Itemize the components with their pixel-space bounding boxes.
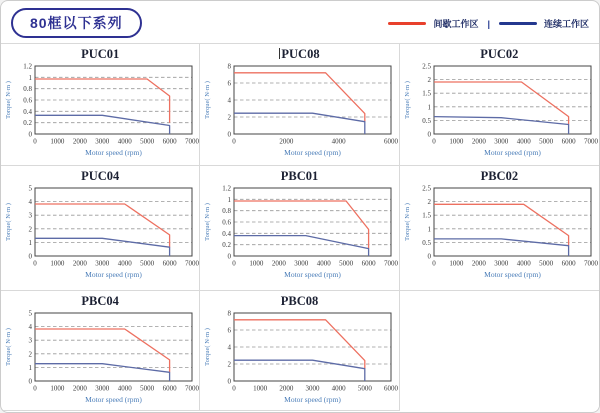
chart-plot-puc02 bbox=[401, 62, 598, 164]
svg-text:0.4: 0.4 bbox=[222, 229, 231, 238]
svg-text:7000: 7000 bbox=[383, 259, 398, 268]
svg-text:2000: 2000 bbox=[72, 384, 87, 393]
svg-text:1.2: 1.2 bbox=[22, 62, 32, 71]
svg-text:Torque( N·m ): Torque( N·m ) bbox=[203, 81, 211, 119]
svg-text:2: 2 bbox=[427, 198, 431, 207]
svg-text:2000: 2000 bbox=[471, 137, 486, 146]
svg-text:0.8: 0.8 bbox=[222, 207, 231, 216]
svg-text:2000: 2000 bbox=[72, 137, 87, 146]
svg-text:7000: 7000 bbox=[583, 259, 598, 268]
chart-grid bbox=[1, 43, 599, 411]
svg-text:5000: 5000 bbox=[538, 259, 553, 268]
svg-text:Motor speed (rpm): Motor speed (rpm) bbox=[483, 148, 541, 157]
svg-text:Torque( N·m ): Torque( N·m ) bbox=[403, 203, 411, 241]
svg-text:3000: 3000 bbox=[94, 259, 109, 268]
svg-text:4000: 4000 bbox=[117, 259, 132, 268]
svg-text:0: 0 bbox=[427, 130, 431, 139]
svg-text:2000: 2000 bbox=[279, 384, 294, 393]
svg-text:0.6: 0.6 bbox=[222, 218, 231, 227]
svg-text:1000: 1000 bbox=[50, 137, 65, 146]
svg-text:1000: 1000 bbox=[50, 384, 65, 393]
svg-text:8: 8 bbox=[227, 62, 231, 71]
svg-text:1: 1 bbox=[28, 238, 32, 247]
continuous-zone-label: 连续工作区 bbox=[543, 19, 589, 29]
chart-title: PBC02 bbox=[480, 169, 519, 183]
svg-text:2: 2 bbox=[28, 350, 32, 359]
svg-text:0: 0 bbox=[32, 259, 37, 268]
svg-text:4: 4 bbox=[28, 323, 32, 332]
svg-text:2: 2 bbox=[28, 225, 32, 234]
chart-title: PUC08 bbox=[281, 47, 320, 61]
svg-text:6000: 6000 bbox=[561, 259, 576, 268]
intermittent-zone-label: 间歇工作区 bbox=[433, 19, 479, 29]
chart-plot-puc04 bbox=[2, 184, 199, 286]
chart-title: PUC02 bbox=[480, 47, 519, 61]
chart-plot-pbc02 bbox=[401, 184, 598, 286]
chart-cell-puc01 bbox=[1, 44, 200, 166]
svg-text:2000: 2000 bbox=[471, 259, 486, 268]
svg-text:3: 3 bbox=[28, 336, 32, 345]
svg-text:4000: 4000 bbox=[117, 137, 132, 146]
svg-text:4: 4 bbox=[227, 343, 231, 352]
svg-text:7000: 7000 bbox=[583, 137, 598, 146]
svg-text:3000: 3000 bbox=[494, 137, 509, 146]
svg-text:Motor speed (rpm): Motor speed (rpm) bbox=[84, 148, 142, 157]
svg-text:Motor speed (rpm): Motor speed (rpm) bbox=[284, 270, 341, 279]
chart-plot-pbc08 bbox=[201, 309, 398, 411]
svg-text:0: 0 bbox=[232, 137, 236, 146]
chart-title: PBC01 bbox=[280, 169, 319, 183]
svg-text:1000: 1000 bbox=[253, 384, 268, 393]
legend-separator: | bbox=[487, 18, 490, 29]
chart-plot-pbc01 bbox=[201, 184, 398, 286]
chart-title: PBC08 bbox=[280, 294, 319, 308]
svg-text:6: 6 bbox=[227, 326, 231, 335]
svg-text:0.5: 0.5 bbox=[422, 116, 431, 125]
chart-plot-pbc04 bbox=[2, 309, 199, 411]
svg-text:3000: 3000 bbox=[94, 384, 109, 393]
svg-text:0.8: 0.8 bbox=[22, 85, 32, 94]
svg-text:2: 2 bbox=[227, 113, 231, 122]
svg-text:1.2: 1.2 bbox=[222, 184, 231, 193]
chart-title: PUC01 bbox=[81, 47, 120, 61]
svg-text:Torque( N·m ): Torque( N·m ) bbox=[4, 328, 12, 366]
svg-text:4000: 4000 bbox=[316, 259, 331, 268]
svg-text:1000: 1000 bbox=[449, 259, 464, 268]
svg-text:0: 0 bbox=[232, 259, 236, 268]
continuous-zone-swatch bbox=[499, 22, 537, 25]
chart-cell-pbc01 bbox=[200, 166, 399, 291]
svg-text:2: 2 bbox=[227, 360, 231, 369]
svg-text:2: 2 bbox=[427, 76, 431, 85]
svg-text:Motor speed (rpm): Motor speed (rpm) bbox=[284, 395, 341, 404]
svg-text:1000: 1000 bbox=[50, 259, 65, 268]
svg-text:Motor speed (rpm): Motor speed (rpm) bbox=[483, 270, 541, 279]
svg-text:Torque( N·m ): Torque( N·m ) bbox=[203, 203, 211, 241]
svg-text:6000: 6000 bbox=[383, 137, 398, 146]
svg-text:2.5: 2.5 bbox=[422, 184, 431, 193]
svg-text:1000: 1000 bbox=[449, 137, 464, 146]
series-badge: 80框以下系列 bbox=[11, 8, 142, 38]
svg-text:5000: 5000 bbox=[339, 259, 354, 268]
svg-text:5: 5 bbox=[28, 309, 32, 318]
svg-text:7000: 7000 bbox=[184, 137, 199, 146]
chart-cell-puc04 bbox=[1, 166, 200, 291]
svg-text:2000: 2000 bbox=[271, 259, 286, 268]
svg-text:1: 1 bbox=[28, 363, 32, 372]
svg-text:Motor speed (rpm): Motor speed (rpm) bbox=[284, 148, 341, 157]
svg-text:1: 1 bbox=[227, 195, 231, 204]
svg-text:5000: 5000 bbox=[139, 137, 154, 146]
svg-text:3000: 3000 bbox=[305, 384, 320, 393]
svg-text:4000: 4000 bbox=[516, 259, 531, 268]
svg-text:Torque( N·m ): Torque( N·m ) bbox=[4, 203, 12, 241]
svg-text:4: 4 bbox=[227, 96, 231, 105]
chart-plot-puc08 bbox=[201, 62, 398, 164]
chart-title: PUC04 bbox=[81, 169, 120, 183]
svg-text:0: 0 bbox=[32, 384, 37, 393]
svg-text:0.2: 0.2 bbox=[22, 119, 32, 128]
svg-text:Motor speed (rpm): Motor speed (rpm) bbox=[84, 270, 142, 279]
svg-text:1000: 1000 bbox=[249, 259, 264, 268]
svg-text:5000: 5000 bbox=[139, 384, 154, 393]
svg-text:1: 1 bbox=[427, 225, 431, 234]
chart-plot-puc01 bbox=[2, 62, 199, 164]
svg-text:5000: 5000 bbox=[357, 384, 372, 393]
svg-text:0: 0 bbox=[28, 130, 32, 139]
svg-text:0: 0 bbox=[432, 137, 436, 146]
svg-text:1.5: 1.5 bbox=[422, 89, 431, 98]
svg-text:5000: 5000 bbox=[139, 259, 154, 268]
svg-text:4000: 4000 bbox=[331, 384, 346, 393]
svg-text:7000: 7000 bbox=[184, 259, 199, 268]
svg-text:0.4: 0.4 bbox=[22, 107, 32, 116]
svg-text:3000: 3000 bbox=[294, 259, 309, 268]
svg-text:8: 8 bbox=[227, 309, 231, 318]
svg-text:6: 6 bbox=[227, 79, 231, 88]
svg-text:Torque( N·m ): Torque( N·m ) bbox=[403, 81, 411, 119]
svg-text:3000: 3000 bbox=[494, 259, 509, 268]
empty-cell bbox=[400, 291, 599, 411]
svg-text:0: 0 bbox=[227, 130, 231, 139]
svg-text:4000: 4000 bbox=[331, 137, 346, 146]
svg-text:1: 1 bbox=[28, 73, 32, 82]
chart-cell-pbc02 bbox=[400, 166, 599, 291]
svg-text:3: 3 bbox=[28, 211, 32, 220]
svg-text:0.2: 0.2 bbox=[222, 241, 231, 250]
svg-text:0.6: 0.6 bbox=[22, 96, 32, 105]
svg-text:0: 0 bbox=[432, 259, 436, 268]
svg-text:5: 5 bbox=[28, 184, 32, 193]
chart-cell-pbc04 bbox=[1, 291, 200, 411]
svg-text:4000: 4000 bbox=[516, 137, 531, 146]
svg-text:4000: 4000 bbox=[117, 384, 132, 393]
svg-text:Motor speed (rpm): Motor speed (rpm) bbox=[84, 395, 142, 404]
page-header bbox=[1, 1, 599, 43]
svg-text:1.5: 1.5 bbox=[422, 211, 431, 220]
svg-text:6000: 6000 bbox=[561, 137, 576, 146]
svg-text:6000: 6000 bbox=[162, 259, 177, 268]
svg-text:0: 0 bbox=[32, 137, 37, 146]
svg-text:0: 0 bbox=[232, 384, 236, 393]
svg-text:Torque( N·m ): Torque( N·m ) bbox=[203, 328, 211, 366]
chart-title: PBC04 bbox=[81, 294, 119, 308]
svg-text:0: 0 bbox=[28, 377, 32, 386]
svg-text:2.5: 2.5 bbox=[422, 62, 431, 71]
svg-text:2000: 2000 bbox=[279, 137, 294, 146]
legend bbox=[388, 17, 589, 30]
svg-text:7000: 7000 bbox=[184, 384, 199, 393]
svg-text:6000: 6000 bbox=[162, 137, 177, 146]
intermittent-zone-swatch bbox=[388, 22, 426, 25]
svg-text:6000: 6000 bbox=[162, 384, 177, 393]
svg-text:6000: 6000 bbox=[361, 259, 376, 268]
svg-text:4: 4 bbox=[28, 198, 32, 207]
svg-text:0.5: 0.5 bbox=[422, 238, 431, 247]
svg-text:0: 0 bbox=[227, 377, 231, 386]
svg-text:0: 0 bbox=[427, 252, 431, 261]
chart-cell-pbc08 bbox=[200, 291, 399, 411]
chart-cell-puc08 bbox=[200, 44, 399, 166]
svg-text:0: 0 bbox=[227, 252, 231, 261]
chart-cell-puc02 bbox=[400, 44, 599, 166]
svg-text:1: 1 bbox=[427, 103, 431, 112]
svg-text:5000: 5000 bbox=[538, 137, 553, 146]
svg-text:3000: 3000 bbox=[94, 137, 109, 146]
svg-text:Torque( N·m ): Torque( N·m ) bbox=[4, 81, 12, 119]
svg-text:0: 0 bbox=[28, 252, 32, 261]
svg-text:2000: 2000 bbox=[72, 259, 87, 268]
svg-text:6000: 6000 bbox=[383, 384, 398, 393]
